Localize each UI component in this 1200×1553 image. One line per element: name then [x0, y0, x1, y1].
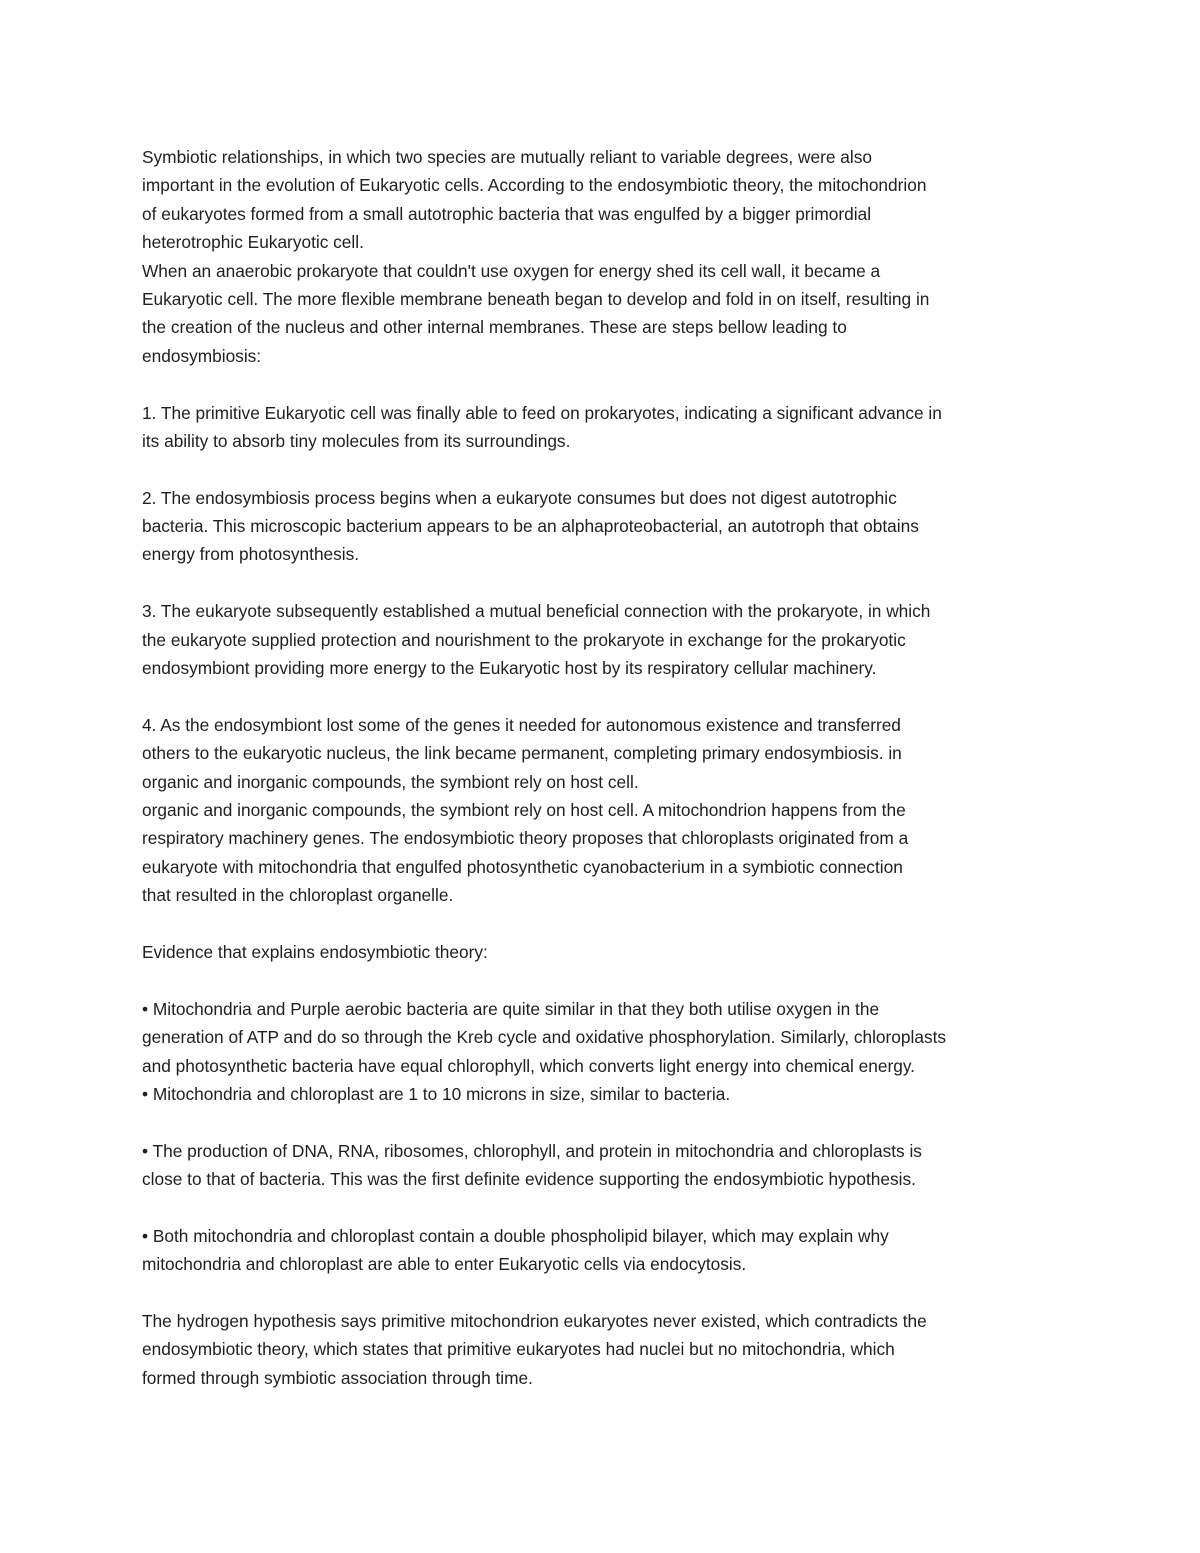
text-line: bacteria. This microscopic bacterium appears to be an alphaproteobacterial, an autotroph that obtains: [142, 516, 919, 537]
text-line: the eukaryote supplied protection and nourishment to the prokaryote in exchange for the prokaryotic: [142, 629, 906, 650]
text-line: 2. The endosymbiosis process begins when a eukaryote consumes but does not digest autotrophic: [142, 487, 897, 508]
bullet-2-paragraph: [142, 1137, 1067, 1194]
text-line: When an anaerobic prokaryote that couldn't use oxygen for energy shed its cell wall, it became a: [142, 260, 881, 281]
text-line: of eukaryotes formed from a small autotrophic bacteria that was engulfed by a bigger primordial: [142, 203, 872, 224]
text-line: organic and inorganic compounds, the symbiont rely on host cell.: [142, 771, 639, 792]
paragraph-spacer: [142, 1108, 1067, 1136]
step-3-paragraph: [142, 597, 1067, 682]
text-line: eukaryote with mitochondria that engulfed photosynthetic cyanobacterium in a symbiotic connection: [142, 856, 903, 877]
bullet-1-paragraph: [142, 995, 1067, 1109]
step-4-paragraph: [142, 711, 1067, 910]
text-line: the creation of the nucleus and other internal membranes. These are steps bellow leading to: [142, 317, 847, 338]
text-line: heterotrophic Eukaryotic cell.: [142, 232, 364, 253]
text-line: others to the eukaryotic nucleus, the link became permanent, completing primary endosymbiosis. in: [142, 743, 902, 764]
hydrogen-hypothesis-paragraph: [142, 1307, 1067, 1392]
paragraph-spacer: [142, 966, 1067, 994]
paragraph-spacer: [142, 1193, 1067, 1221]
text-line: endosymbiosis:: [142, 345, 262, 366]
text-line: 3. The eukaryote subsequently established a mutual beneficial connection with the prokaryote, in which: [142, 601, 931, 622]
intro-paragraph: [142, 143, 1067, 370]
text-line: energy from photosynthesis.: [142, 544, 360, 565]
text-line: formed through symbiotic association through time.: [142, 1367, 533, 1388]
text-line: Symbiotic relationships, in which two species are mutually reliant to variable degrees, were also: [142, 147, 872, 167]
text-line: its ability to absorb tiny molecules from its surroundings.: [142, 430, 571, 451]
step-2-paragraph: [142, 484, 1067, 569]
text-line: 1. The primitive Eukaryotic cell was finally able to feed on prokaryotes, indicating a significant advance in: [142, 402, 942, 423]
paragraph-spacer: [142, 569, 1067, 597]
text-line: The hydrogen hypothesis says primitive mitochondrion eukaryotes never existed, which contradicts the: [142, 1311, 927, 1332]
paragraph-spacer: [142, 682, 1067, 710]
text-line: Eukaryotic cell. The more flexible membrane beneath began to develop and fold in on itself, resulting in: [142, 288, 930, 309]
step-1-paragraph: [142, 399, 1067, 456]
bullet-3-paragraph: [142, 1222, 1067, 1279]
paragraph-spacer: [142, 455, 1067, 483]
paragraph-spacer: [142, 910, 1067, 938]
text-line: close to that of bacteria. This was the first definite evidence supporting the endosymbiotic hypothesis.: [142, 1169, 916, 1190]
text-line: Evidence that explains endosymbiotic theory:: [142, 941, 488, 962]
text-line: generation of ATP and do so through the Kreb cycle and oxidative phosphorylation. Similarly, chloroplasts: [142, 1027, 947, 1048]
text-line: mitochondria and chloroplast are able to enter Eukaryotic cells via endocytosis.: [142, 1254, 747, 1275]
text-line: organic and inorganic compounds, the symbiont rely on host cell. A mitochondrion happens from the: [142, 799, 906, 820]
text-line: • The production of DNA, RNA, ribosomes, chlorophyll, and protein in mitochondria and chloroplasts is: [142, 1140, 922, 1161]
text-line: • Mitochondria and Purple aerobic bacteria are quite similar in that they both utilise oxygen in the: [142, 998, 880, 1019]
text-line: • Mitochondria and chloroplast are 1 to 10 microns in size, similar to bacteria.: [142, 1083, 731, 1104]
paragraph-spacer: [142, 1279, 1067, 1307]
text-line: and photosynthetic bacteria have equal chlorophyll, which converts light energy into chemical energy.: [142, 1055, 915, 1076]
text-line: 4. As the endosymbiont lost some of the genes it needed for autonomous existence and transferred: [142, 714, 901, 735]
text-line: important in the evolution of Eukaryotic cells. According to the endosymbiotic theory, the mitochondrion: [142, 175, 927, 196]
text-line: • Both mitochondria and chloroplast contain a double phospholipid bilayer, which may explain why: [142, 1225, 889, 1246]
text-line: that resulted in the chloroplast organelle.: [142, 885, 454, 906]
text-line: respiratory machinery genes. The endosymbiotic theory proposes that chloroplasts originated from a: [142, 828, 909, 849]
evidence-heading: [142, 938, 1067, 966]
document-body: [142, 143, 1067, 1392]
text-line: endosymbiont providing more energy to the Eukaryotic host by its respiratory cellular machinery.: [142, 658, 877, 679]
paragraph-spacer: [142, 370, 1067, 398]
text-line: endosymbiotic theory, which states that primitive eukaryotes had nuclei but no mitochondria, which: [142, 1339, 895, 1360]
